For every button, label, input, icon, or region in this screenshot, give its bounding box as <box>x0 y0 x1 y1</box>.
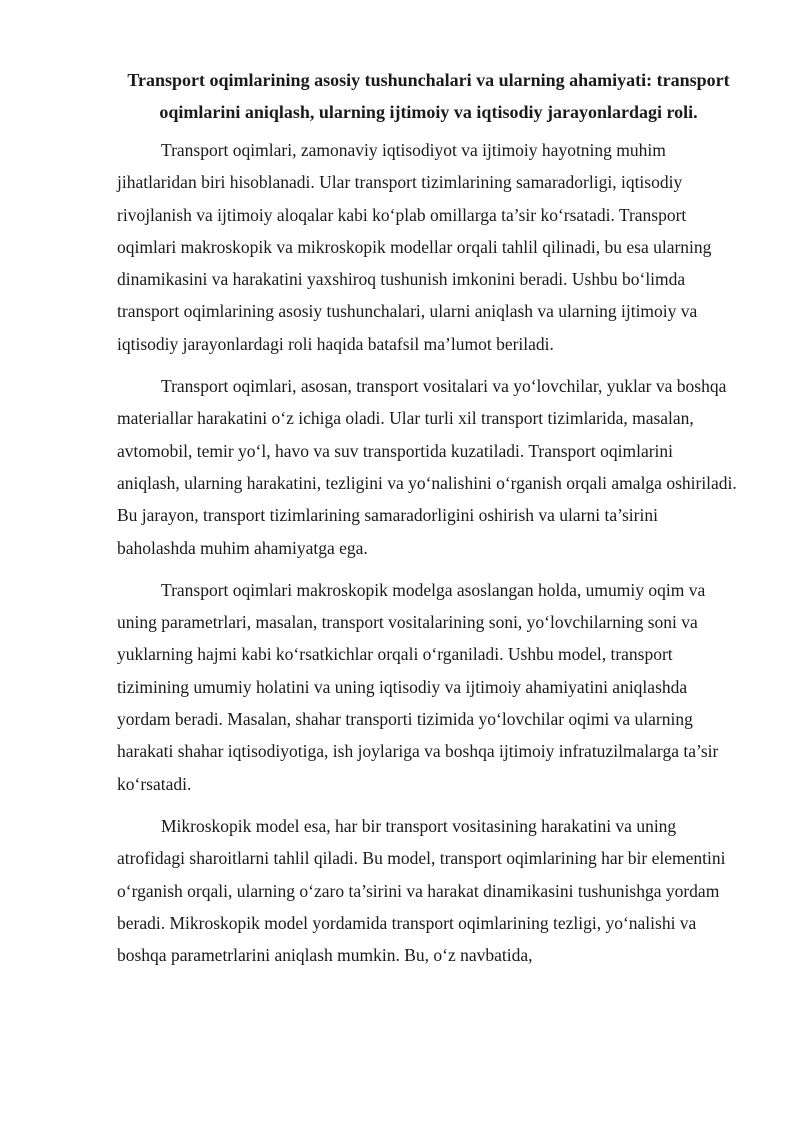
document-page <box>117 64 740 981</box>
document-title: Transport oqimlarining asosiy tushunchalari va ularning ahamiyati: transport oqimlarini aniqlash, ularning ijtimoiy va iqtisodiy jarayonlardagi roli. <box>127 70 730 122</box>
paragraph-2: Transport oqimlari, asosan, transport vositalari va yoʻlovchilar, yuklar va boshqa materiallar harakatini oʻz ichiga oladi. Ular turli xil transport tizimlarida, masalan, avtomobil, temir yoʻl, havo va suv transportida kuzatiladi. Transport oqimlarini aniqlash, ularning harakatini, tezligini va yoʻnalishini oʻrganish orqali amalga oshiriladi. Bu jarayon, transport tizimlarining samaradorligini oshirish va ularni ta’sirini baholashda muhim ahamiyatga ega. <box>117 376 737 558</box>
paragraph-4: Mikroskopik model esa, har bir transport vositasining harakatini va uning atrofidagi sharoitlarni tahlil qiladi. Bu model, transport oqimlarining har bir elementini oʻrganish orqali, ularning oʻzaro ta’sirini va harakat dinamikasini tushunishga yordam beradi. Mikroskopik model yordamida transport oqimlarining tezligi, yoʻnalishi va boshqa parametrlarini aniqlash mumkin. Bu, oʻz navbatida, <box>117 815 726 966</box>
paragraph-1: Transport oqimlari, zamonaviy iqtisodiyot va ijtimoiy hayotning muhim jihatlaridan biri hisoblanadi. Ular transport tizimlarining samaradorligi, iqtisodiy rivojlanish va ijtimoiy aloqalar kabi koʻplab omillarga ta’sir koʻrsatadi. Transport oqimlari makroskopik va mikroskopik modellar orqali tahlil qilinadi, bu esa ularning dinamikasini va harakatini yaxshiroq tushunish imkonini beradi. Ushbu boʻlimda transport oqimlarining asosiy tushunchalari, ularni aniqlash va ularning ijtimoiy va iqtisodiy jarayonlardagi roli haqida batafsil ma’lumot beriladi. <box>117 140 712 354</box>
paragraph-3: Transport oqimlari makroskopik modelga asoslangan holda, umumiy oqim va uning parametrlari, masalan, transport vositalarining soni, yoʻlovchilarning soni va yuklarning hajmi kabi koʻrsatkichlar orqali oʻrganiladi. Ushbu model, transport tizimining umumiy holatini va uning iqtisodiy va ijtimoiy ahamiyatini aniqlashda yordam beradi. Masalan, shahar transporti tizimida yoʻlovchilar oqimi va ularning harakati shahar iqtisodiyotiga, ish joylariga va boshqa ijtimoiy infratuzilmalarga ta’sir koʻrsatadi. <box>117 579 719 794</box>
